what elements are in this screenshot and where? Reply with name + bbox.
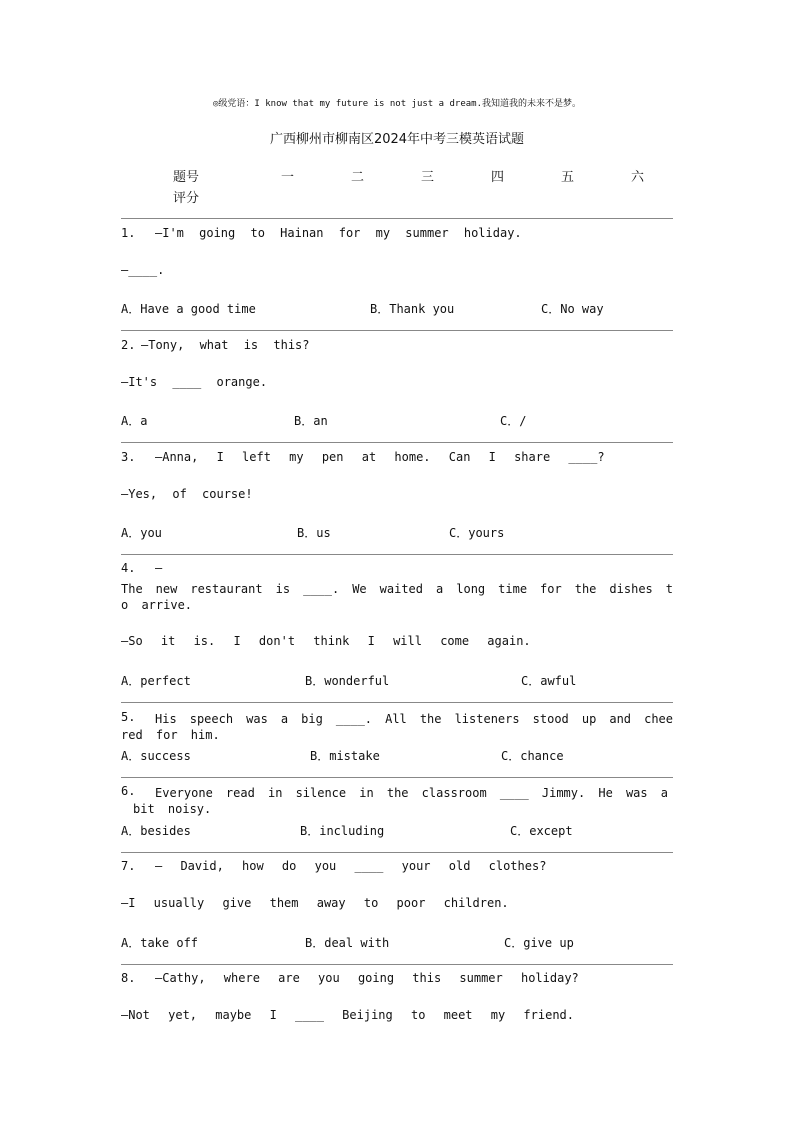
question-line: —Cathy, where are you going this summer holiday? xyxy=(155,971,579,985)
option-c[interactable]: C．yours xyxy=(449,526,505,540)
score-column-header: 五 xyxy=(561,170,575,185)
question-line: —Not yet, maybe I ____ Beijing to meet my friend. xyxy=(121,1008,575,1022)
option-c[interactable]: C．No way xyxy=(541,302,604,316)
score-row-label: 题号 xyxy=(173,170,200,185)
option-a[interactable]: A．you xyxy=(121,526,162,540)
question-line: —____. xyxy=(121,263,165,277)
question-number: 1. xyxy=(121,226,136,240)
question-line: —Yes, of course! xyxy=(121,487,253,501)
question-line: The new restaurant is ____. We waited a long time for the dishes t xyxy=(121,582,673,596)
divider xyxy=(121,852,673,853)
option-a[interactable]: A．perfect xyxy=(121,674,191,688)
score-column-header: 三 xyxy=(421,170,435,185)
question-line: His speech was a big ____. All the listeners stood up and chee xyxy=(155,712,673,726)
option-b[interactable]: B．mistake xyxy=(310,749,380,763)
question-line: o arrive. xyxy=(121,598,193,612)
option-c[interactable]: C．awful xyxy=(521,674,577,688)
option-a[interactable]: A．success xyxy=(121,749,191,763)
score-column-header: 四 xyxy=(491,170,505,185)
divider xyxy=(121,218,673,219)
option-b[interactable]: B．deal with xyxy=(305,936,390,950)
option-a[interactable]: A．Have a good time xyxy=(121,302,256,316)
question-line: —Anna, I left my pen at home. Can I share ____? xyxy=(155,450,605,464)
option-b[interactable]: B．including xyxy=(300,824,385,838)
score-column-header: 一 xyxy=(281,170,295,185)
question-line: —Tony, what is this? xyxy=(141,338,310,352)
divider xyxy=(121,702,673,703)
divider xyxy=(121,554,673,555)
option-a[interactable]: A．besides xyxy=(121,824,191,838)
divider xyxy=(121,330,673,331)
option-c[interactable]: C．/ xyxy=(500,414,527,428)
page-title: 广西柳州市柳南区2024年中考三模英语试题 xyxy=(269,132,525,147)
motto-line: ◎级党语：I know that my future is not just a dream.我知道我的未来不是梦。 xyxy=(213,99,581,109)
question-number: 3. xyxy=(121,450,136,464)
question-line: —I usually give them away to poor children. xyxy=(121,896,509,910)
option-c[interactable]: C．give up xyxy=(504,936,574,950)
divider xyxy=(121,777,673,778)
question-number: 5. xyxy=(121,710,136,724)
question-number: 6. xyxy=(121,784,136,798)
question-line: —It's ____ orange. xyxy=(121,375,268,389)
option-b[interactable]: B．us xyxy=(297,526,331,540)
question-number: 4. xyxy=(121,561,136,575)
question-number: 8. xyxy=(121,971,136,985)
question-line: — xyxy=(155,561,163,575)
option-b[interactable]: B．Thank you xyxy=(370,302,455,316)
question-line: red for him. xyxy=(121,728,220,742)
question-number: 2. xyxy=(121,338,136,352)
question-line: —So it is. I don't think I will come again. xyxy=(121,634,531,648)
option-c[interactable]: C．except xyxy=(510,824,573,838)
option-b[interactable]: B．an xyxy=(294,414,328,428)
score-row-label: 评分 xyxy=(173,191,200,206)
divider xyxy=(121,964,673,965)
option-a[interactable]: A．take off xyxy=(121,936,199,950)
option-b[interactable]: B．wonderful xyxy=(305,674,390,688)
option-c[interactable]: C．chance xyxy=(501,749,564,763)
question-line: — David, how do you ____ your old clothes? xyxy=(155,859,547,873)
question-line: Everyone read in silence in the classroom ____ Jimmy. He was a xyxy=(155,786,668,800)
question-line: bit noisy. xyxy=(133,802,212,816)
score-column-header: 二 xyxy=(351,170,365,185)
question-line: —I'm going to Hainan for my summer holiday. xyxy=(155,226,522,240)
question-number: 7. xyxy=(121,859,136,873)
option-a[interactable]: A．a xyxy=(121,414,148,428)
divider xyxy=(121,442,673,443)
score-column-header: 六 xyxy=(631,170,645,185)
